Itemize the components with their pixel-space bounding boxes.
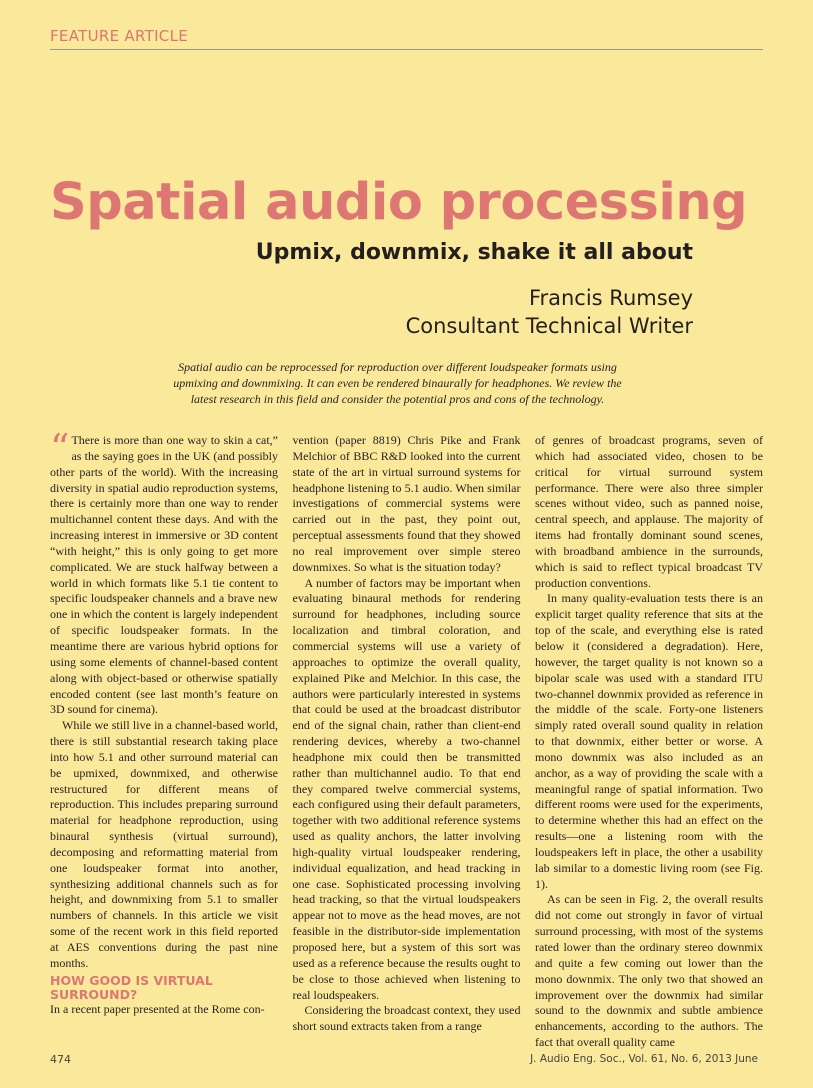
author-block: [406, 284, 693, 340]
paragraph: While we still live in a channel-based world, there is still substantial research taking place into how 5.1 and other surround material can be upmixed, downmixed, and otherwise restructured for different means of reproduction. This includes preparing surround material for headphone reproduction, using binaural synthesis (virtual surround), decomposing and reformatting material from one loudspeaker format into another, synthesizing additional channels such as for height, and downmixing from 5.1 to smaller numbers of channels. In this article we visit some of the recent work in this field reported at AES conventions during the past nine months.: [50, 718, 278, 970]
paragraph: Considering the broadcast context, they used short sound extracts taken from a range: [292, 1003, 521, 1034]
body-columns: [50, 426, 763, 1050]
paragraph: In many quality-evaluation tests there is an explicit target quality reference that sits at the top of the scale, and everything else is rated below it (considered a degradation). Here, however, the target quality is not known so a bipolar scale was used with a standard ITU two-channel downmix provided as reference in the middle of the scale. Forty-one listeners simply rated overall sound quality in relation to that downmix, either better or worse. A mono downmix was also included as an anchor, as a way of providing the scale with a meaningful range of spatial information. Two different rooms were used for the experiments, to determine whether this had an effect on the results—one a listening room with the loudspeakers left in place, the other a usability lab similar to a domestic living room (see Fig. 1).: [535, 591, 763, 891]
journal-citation: J. Audio Eng. Soc., Vol. 61, No. 6, 2013 June: [530, 1053, 758, 1065]
article-abstract: Spatial audio can be reprocessed for reproduction over different loudspeaker formats using upmixing and downmixing. It can even be rendered binaurally for headphones. We review the latest research in this field and consider the potential pros and cons of the technology.: [173, 360, 622, 406]
article-title: Spatial audio processing: [50, 173, 748, 232]
section-heading: HOW GOOD IS VIRTUAL SURROUND?: [50, 972, 213, 1002]
paragraph: vention (paper 8819) Chris Pike and Frank Melchior of BBC R&D looked into the current state of the art in virtual surround systems for headphone listening to 5.1 audio. When similar investigations of commercial systems were carried out in the past, they point out, perceptual assessments found that they showed no real improvement over simple stereo downmixes. So what is the situation today?: [292, 433, 521, 574]
drop-quote-mark: “: [50, 426, 70, 470]
paragraph: A number of factors may be important when evaluating binaural methods for rendering surround for headphones, including source localization and timbral coloration, and commercial systems will use a variety of approaches to optimize the overall quality, explained Pike and Melchior. In this case, the authors were particularly interested in systems that could be used at the broadcast distributor end of the signal chain, rather than client-end rendering devices, whereby a two-channel headphone mix could then be transmitted rather than multichannel audio. To that end they compared twelve commercial systems, each configured using their default parameters, together with two additional reference systems used as quality anchors, the latter involving high-quality virtual loudspeaker rendering, individual equalization, and head tracking in one case. Sophisticated processing involving head tracking, so that the virtual loudspeakers appear not to move as the head moves, are not feasible in the distributor-side implementation proposed here, but a system of this sort was used as a reference because the results ought to be close to those achieved when listening to real loudspeakers.: [292, 575, 521, 1002]
header-divider: [50, 49, 763, 50]
column-2: [293, 433, 521, 1033]
paragraph: [50, 426, 278, 718]
section-label: FEATURE ARTICLE: [50, 27, 188, 45]
page-number: 474: [50, 1053, 71, 1066]
paragraph-text: There is more than one way to skin a cat,” as the saying goes in the UK (and possibly other parts of the world). With the increasing diversity in spatial audio reproduction systems, there is certainly more than one way to render multichannel content these days. And with the increasing interest in immersive or 3D content “with height,” this is only going to get more complicated. We are stuck halfway between a world in which formats like 5.1 tie content to specific loudspeaker channels and a brave new one in which the content is largely independent of specific loudspeaker formats. In the meantime there are various hybrid options for using some elements of channel-based content along with object-based or otherwise spatially encoded content (see last month’s feature on 3D sound for cinema).: [50, 433, 278, 717]
article-subtitle: Upmix, downmix, shake it all about: [255, 240, 693, 265]
paragraph: In a recent paper presented at the Rome con-: [50, 1001, 265, 1016]
author-role: Consultant Technical Writer: [405, 314, 693, 338]
column-3: [535, 433, 763, 1050]
column-1: [50, 426, 278, 1033]
paragraph: As can be seen in Fig. 2, the overall results did not come out strongly in favor of virtual surround processing, with most of the systems rated lower than the ordinary stereo downmix and quite a few coming out lower than the mono downmix. The only two that showed an improvement over the downmix had similar sound to the downmix and subtle ambience enhancements, according to the authors. The fact that overall quality came: [535, 892, 763, 1050]
author-name: Francis Rumsey: [528, 286, 693, 310]
paragraph: of genres of broadcast programs, seven of which had associated video, chosen to be critical for virtual surround system performance. There were also three simpler scenes without video, such as panned noise, central speech, and applause. The majority of items had frontally dominant sound scenes, with broadband ambience in the surrounds, which is said to reflect typical broadcast TV production conventions.: [535, 433, 763, 590]
